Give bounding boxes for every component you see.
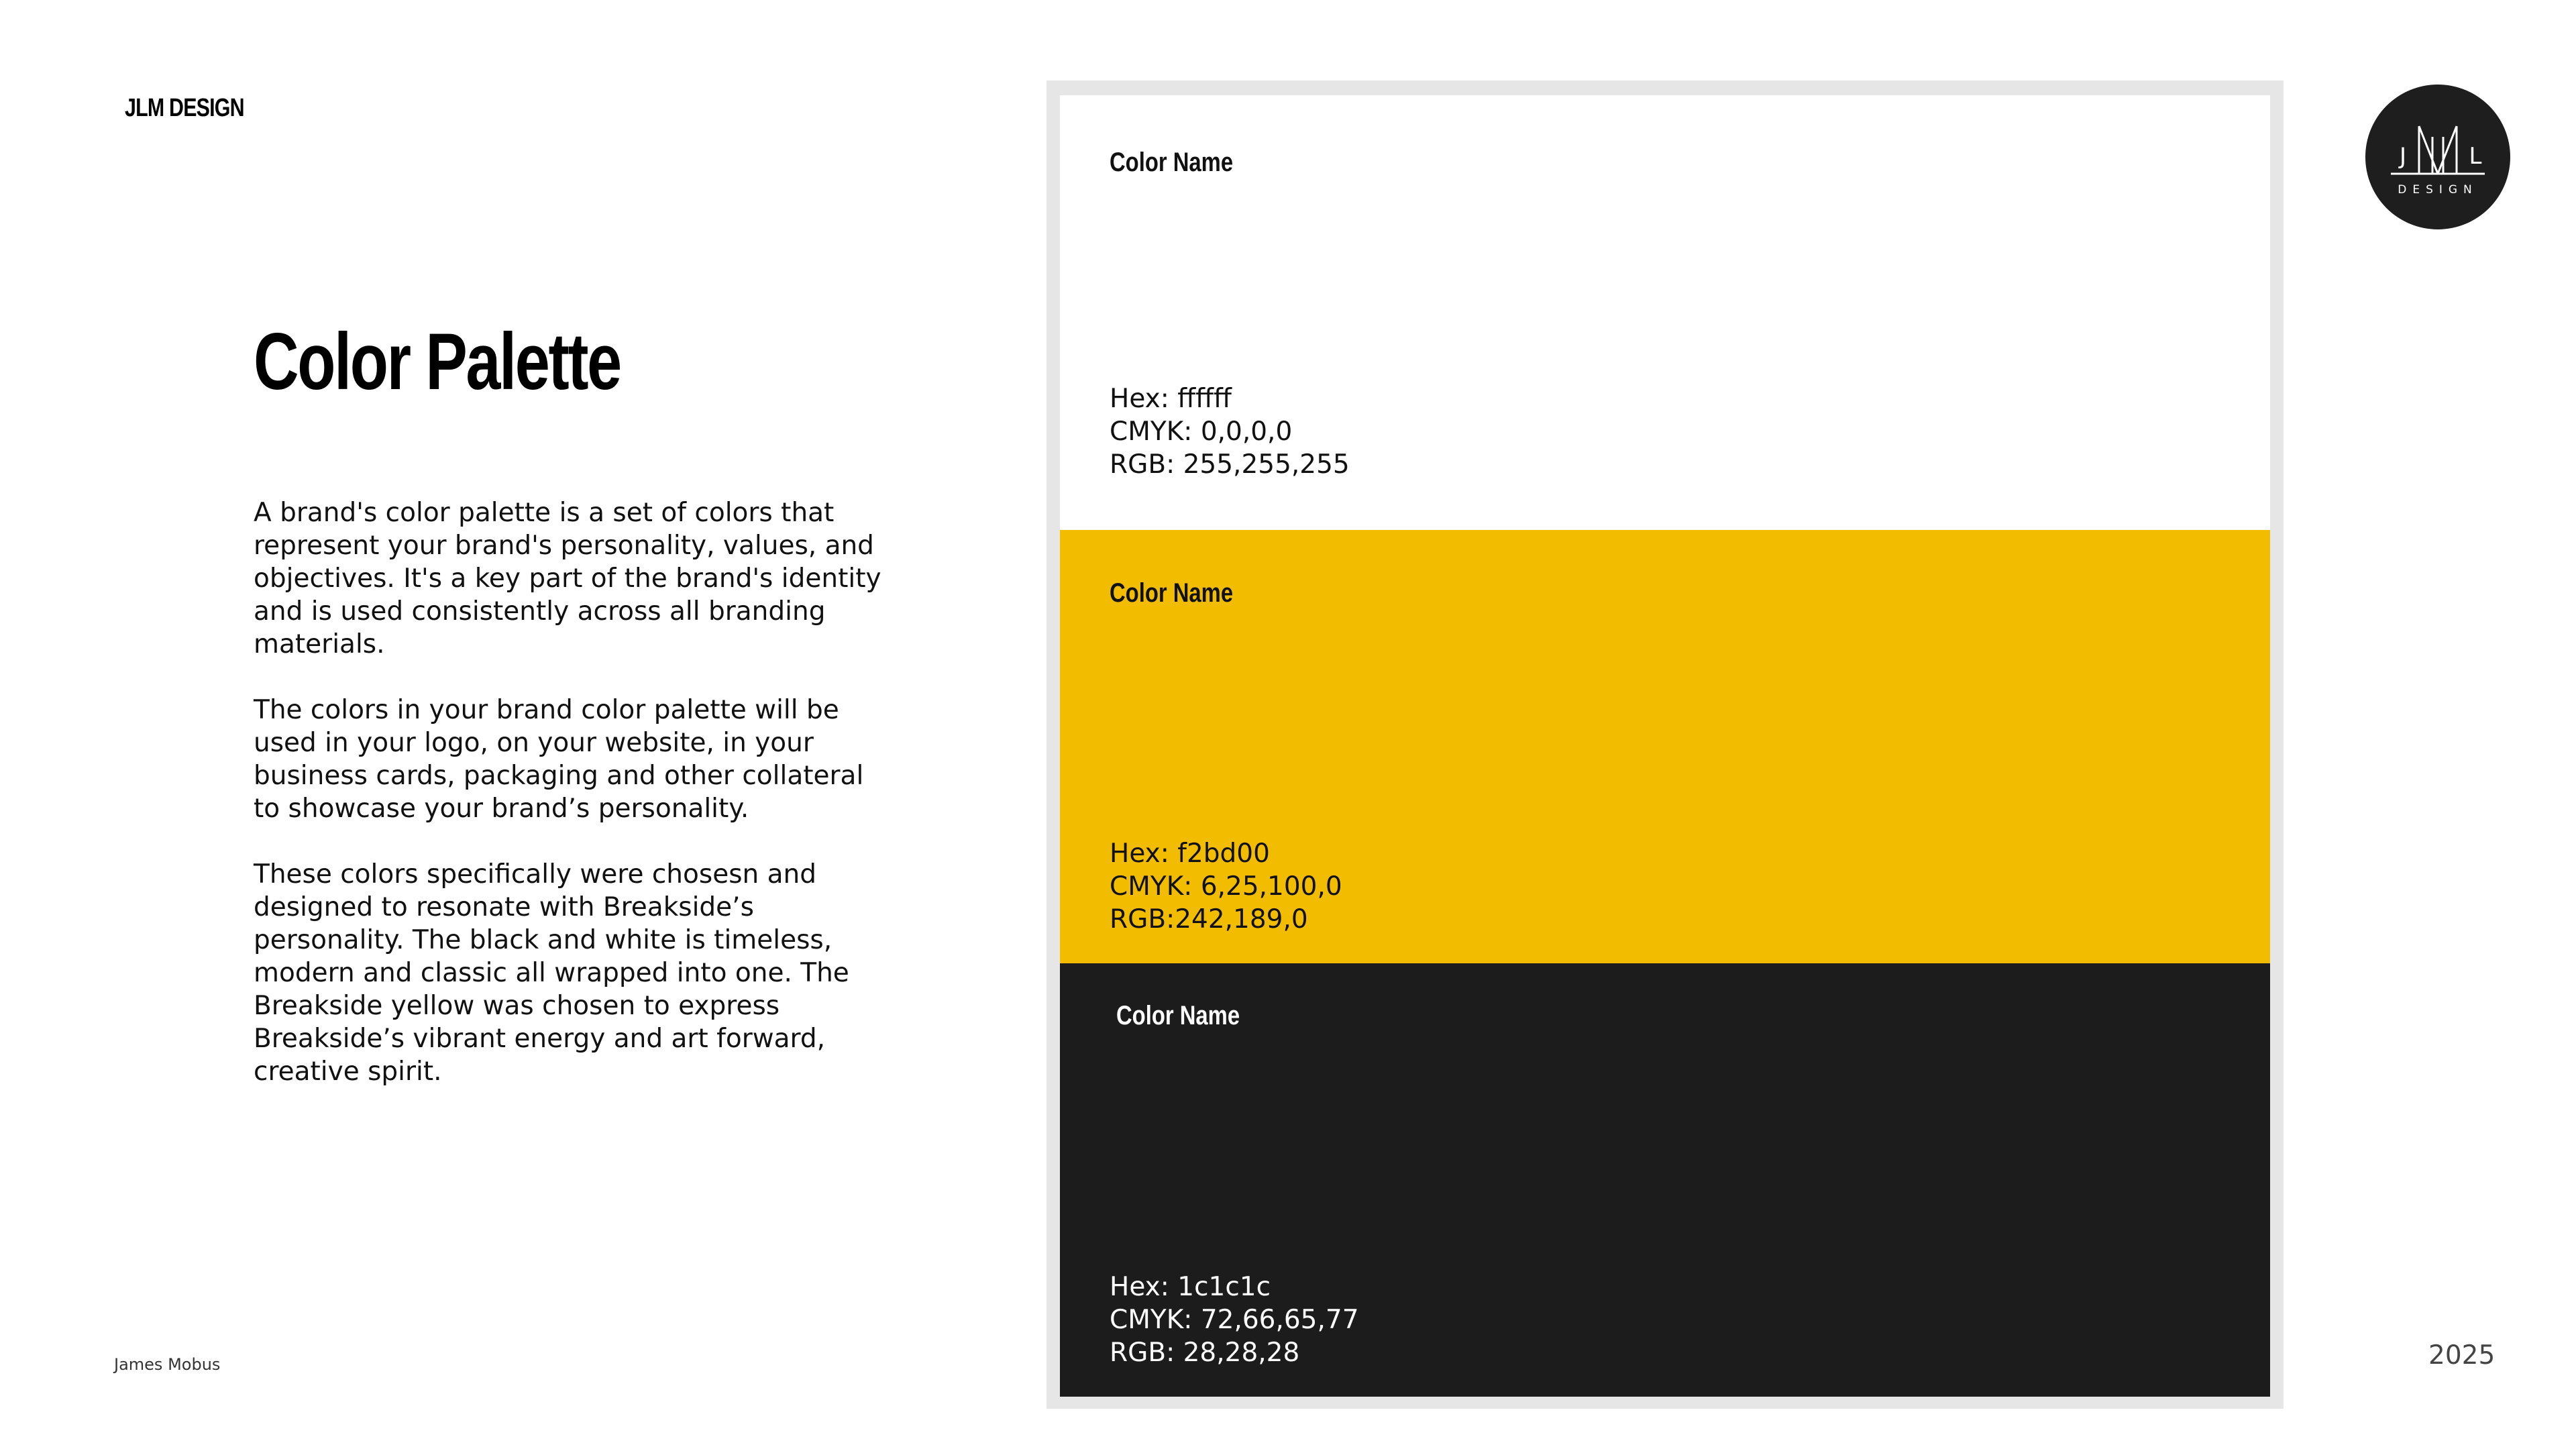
swatch-values	[1110, 1271, 1359, 1369]
swatch-black	[1060, 963, 2270, 1397]
swatch-white	[1060, 95, 2270, 530]
logo-subtext: DESIGN	[2398, 183, 2478, 197]
swatch-cmyk: CMYK: 72,66,65,77	[1110, 1305, 1359, 1335]
paragraph: A brand's color palette is a set of colors that represent your brand's personality, values, and objectives. It's a key part of the brand's identity and is used consistently across all branding materials.	[254, 498, 881, 659]
swatch-values	[1110, 382, 1350, 481]
paragraph: These colors specifically were chosesn and designed to resonate with Breakside’s personality. The black and white is timeless, modern and classic all wrapped into one. The Breakside yellow was chosen to express Breakside’s vibrant energy and art forward, creative spirit.	[254, 859, 849, 1087]
swatch-cmyk: CMYK: 6,25,100,0	[1110, 871, 1342, 902]
swatch-name: Color Name	[1110, 578, 1234, 608]
swatch-name: Color Name	[1116, 1001, 1240, 1030]
description	[254, 496, 898, 1121]
page-title: Color Palette	[254, 317, 621, 407]
swatch-hex: Hex: 1c1c1c	[1110, 1272, 1271, 1302]
logo-letter-l: L	[2469, 143, 2482, 170]
swatch-hex: Hex: f2bd00	[1110, 839, 1270, 869]
swatch-values	[1110, 837, 1342, 936]
year-label: 2025	[2428, 1340, 2496, 1371]
swatch-rgb: RGB: 28,28,28	[1110, 1338, 1300, 1368]
swatch-rgb: RGB: 255,255,255	[1110, 449, 1350, 480]
swatch-hex: Hex: ffffff	[1110, 384, 1232, 414]
swatch-yellow	[1060, 530, 2270, 963]
paragraph: The colors in your brand color palette will be used in your logo, on your website, in your business cards, packaging and other collateral to showcase your brand’s personality.	[254, 695, 864, 824]
logo-letter-j: J	[2399, 143, 2407, 170]
jml-monogram-logo-icon	[2365, 85, 2510, 229]
swatch-rgb: RGB:242,189,0	[1110, 904, 1308, 934]
swatch-cmyk: CMYK: 0,0,0,0	[1110, 417, 1293, 447]
jml-logo-icon	[2365, 85, 2510, 229]
brand-label: JLM DESIGN	[125, 94, 244, 122]
author-name: James Mobus	[114, 1355, 221, 1374]
swatch-name: Color Name	[1110, 148, 1234, 177]
